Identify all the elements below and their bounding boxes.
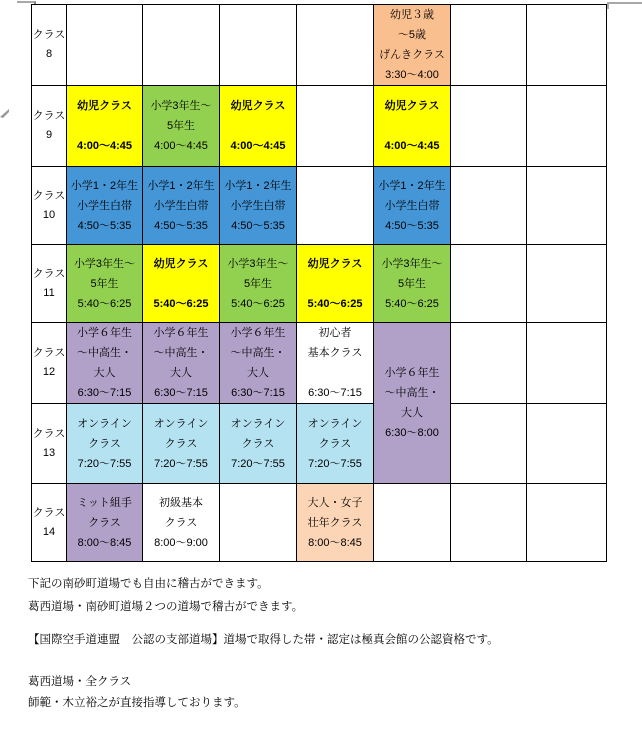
schedule-row: [32, 245, 607, 323]
schedule-cell-class13-col2: オンライン クラス 7:20～7:55: [143, 404, 220, 484]
schedule-cell-class14-col4: 大人・女子 壮年クラス 8:00～8:45: [297, 484, 374, 562]
schedule-cell-class12-col5: 小学６年生 ～中高生・ 大人 6:30～8:00: [374, 323, 451, 484]
schedule-cell-class13-col4: オンライン クラス 7:20～7:55: [297, 404, 374, 484]
schedule-cell-class9-col1: 幼児クラス 4:00～4:45: [67, 86, 143, 167]
schedule-cell-class11-col3: 小学3年生～ 5年生 5:40～6:25: [220, 245, 297, 323]
note-line-5: 師範・木立裕之が直接指導しております。: [28, 697, 246, 709]
empty-cell: [527, 86, 607, 167]
schedule-cell-class11-col1: 小学3年生～ 5年生 5:40～6:25: [67, 245, 143, 323]
cursor-artifact-shape: [0, 106, 10, 119]
empty-cell: [374, 484, 451, 562]
schedule-row: [32, 484, 607, 562]
schedule-row: [32, 404, 607, 484]
schedule-cell-class12-col1: 小学６年生 ～中高生・ 大人 6:30～7:15: [67, 323, 143, 404]
empty-cell: [297, 167, 374, 245]
class-row-label: クラス 10: [32, 167, 67, 245]
empty-cell: [220, 484, 297, 562]
schedule-row: [32, 323, 607, 404]
class-row-label: クラス 14: [32, 484, 67, 562]
schedule-cell-class8-col5: 幼児３歳 ～5歳 げんきクラス 3:30～4:00: [374, 5, 451, 86]
schedule-cell-class12-col4: 初心者 基本クラス 6:30～7:15: [297, 323, 374, 404]
schedule-cell-class14-col1: ミット組手 クラス 8:00～8:45: [67, 484, 143, 562]
schedule-row: [32, 86, 607, 167]
notes-block: [28, 577, 499, 711]
class-row-label: クラス 13: [32, 404, 67, 484]
empty-cell: [527, 323, 607, 404]
empty-cell: [527, 167, 607, 245]
empty-cell: [297, 86, 374, 167]
note-line-1: 下記の南砂町道場でも自由に稽古ができます。: [28, 578, 269, 590]
schedule-cell-class12-col2: 小学６年生 ～中高生・ 大人 6:30～7:15: [143, 323, 220, 404]
schedule-cell-class11-col5: 小学3年生～ 5年生 5:40～6:25: [374, 245, 451, 323]
empty-cell: [451, 167, 527, 245]
schedule-cell-class11-col2: 幼児クラス 5:40～6:25: [143, 245, 220, 323]
empty-cell: [451, 245, 527, 323]
schedule-cell-class9-col3: 幼児クラス 4:00～4:45: [220, 86, 297, 167]
empty-cell: [451, 484, 527, 562]
class-row-label: クラス 8: [32, 5, 67, 86]
schedule-cell-class10-col2: 小学1・2年生 小学生白帯 4:50～5:35: [143, 167, 220, 245]
empty-cell: [297, 5, 374, 86]
schedule-cell-class9-col5: 幼児クラス 4:00～4:45: [374, 86, 451, 167]
schedule-body: [32, 5, 607, 562]
note-line-4: 葛西道場・全クラス: [28, 676, 132, 688]
empty-cell: [451, 5, 527, 86]
schedule-row: [32, 167, 607, 245]
empty-cell: [220, 5, 297, 86]
empty-cell: [143, 5, 220, 86]
schedule-cell-class10-col5: 小学1・2年生 小学生白帯 4:50～5:35: [374, 167, 451, 245]
cursor-artifact: [0, 106, 10, 124]
class-row-label: クラス 12: [32, 323, 67, 404]
note-line-3: 【国際空手道連盟 公認の支部道場】道場で取得した帯・認定は極真会館の公認資格です。: [28, 634, 499, 646]
note-line-2: 葛西道場・南砂町道場２つの道場で稽古ができます。: [28, 601, 304, 613]
schedule-cell-class13-col1: オンライン クラス 7:20～7:55: [67, 404, 143, 484]
class-row-label: クラス 11: [32, 245, 67, 323]
empty-cell: [451, 404, 527, 484]
empty-cell: [527, 5, 607, 86]
empty-cell: [67, 5, 143, 86]
class-schedule-table: [31, 4, 607, 562]
schedule-cell-class10-col1: 小学1・2年生 小学生白帯 4:50～5:35: [67, 167, 143, 245]
empty-cell: [527, 404, 607, 484]
empty-cell: [451, 86, 527, 167]
schedule-row: [32, 5, 607, 86]
ruler-crop-mark-right: [607, 2, 642, 9]
schedule-cell-class12-col3: 小学６年生 ～中高生・ 大人 6:30～7:15: [220, 323, 297, 404]
schedule-cell-class9-col2: 小学3年生～ 5年生 4:00～4:45: [143, 86, 220, 167]
schedule-cell-class11-col4: 幼児クラス 5:40～6:25: [297, 245, 374, 323]
class-row-label: クラス 9: [32, 86, 67, 167]
schedule-cell-class10-col3: 小学1・2年生 小学生白帯 4:50～5:35: [220, 167, 297, 245]
schedule-cell-class14-col2: 初級基本 クラス 8:00～9:00: [143, 484, 220, 562]
empty-cell: [451, 323, 527, 404]
empty-cell: [527, 245, 607, 323]
empty-cell: [527, 484, 607, 562]
schedule-cell-class13-col3: オンライン クラス 7:20～7:55: [220, 404, 297, 484]
